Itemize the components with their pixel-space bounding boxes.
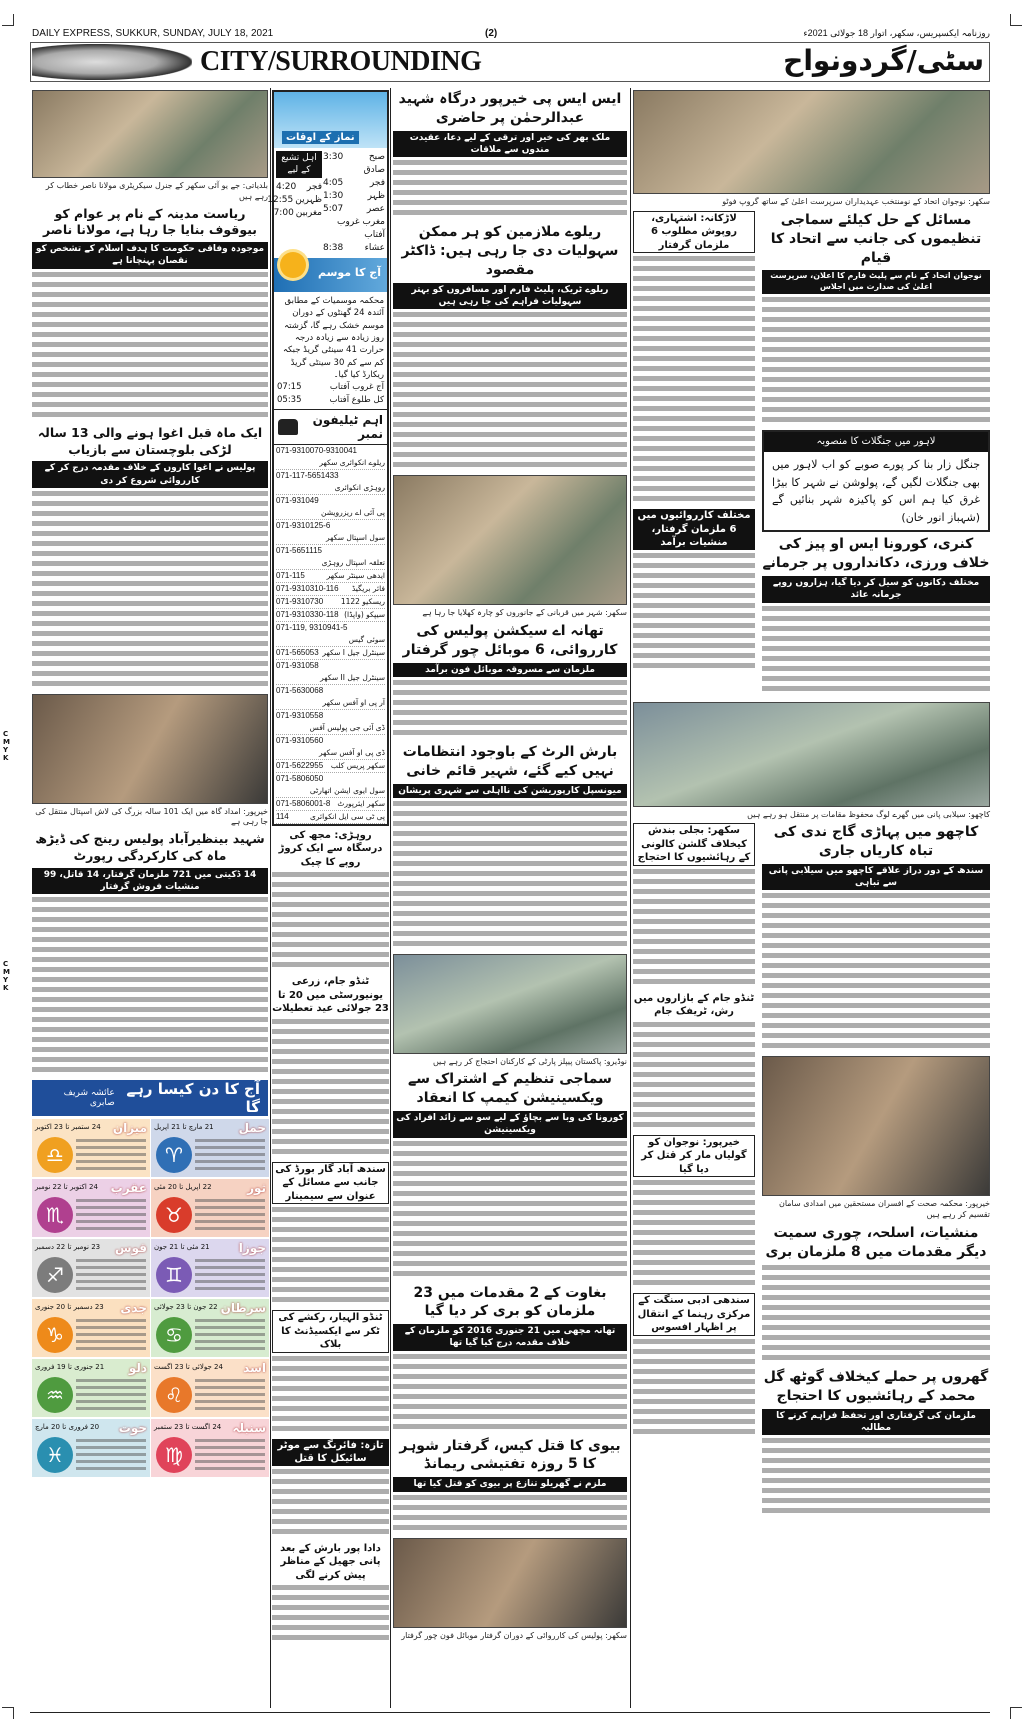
subheadline: ملزمان کی گرفتاری اور تحفظ فراہم کرنے کا مطالبہ — [762, 1409, 990, 1435]
phone-label: فائر بریگیڈ — [351, 583, 385, 593]
phone-number: 071-565053 — [276, 647, 319, 657]
subheadline: ملک بھر کی خیر اور ترقی کے لیے دعا، عقیدت مندوں سے ملاقات — [393, 131, 627, 157]
prayer-times-table — [323, 151, 385, 255]
prayer-row — [323, 242, 385, 255]
sign-text-body — [195, 1439, 265, 1473]
phone-number: 071-9310330-118 — [276, 609, 339, 619]
sign-dates: 21 مارچ تا 21 اپریل — [154, 1123, 214, 1132]
sign-text-body — [195, 1259, 265, 1293]
news-photo-distribution — [762, 1056, 990, 1196]
sign-dates: 22 جون تا 23 جولائی — [154, 1303, 218, 1312]
phone-row — [276, 520, 385, 545]
weather-forecast — [274, 292, 387, 409]
crop-mark — [1010, 14, 1022, 26]
prayer-name: مغربین — [295, 208, 322, 219]
headline: مختلف کارروائیوں میں 6 ملزمان گرفتار، منشیات برآمد — [633, 509, 755, 550]
article-body — [272, 1356, 389, 1436]
headline: خیرپور: نوجوان کو گولیاں مار کر قتل کر دیا گیا — [633, 1135, 755, 1178]
phone-label: روہڑی انکوائری — [334, 482, 385, 492]
news-photo-arrested-suspects — [393, 1538, 627, 1628]
zodiac-8-icon: ♑ — [37, 1317, 73, 1353]
shia-section — [267, 151, 322, 255]
headline: کاچھو میں پہاڑی گاج ندی کی تباہ کاریاں جاری — [773, 824, 979, 860]
phone-number: 071-9310125-6 — [276, 520, 331, 530]
poem-box — [762, 430, 990, 532]
horoscope-sign-4 — [32, 1179, 150, 1237]
phone-row — [276, 685, 385, 710]
headline: ریاست مدینہ کے نام پر عوام کو بیوقوف بنایا جا رہا ہے، مولانا ناصر — [43, 205, 257, 238]
prayer-time: 4:05 — [323, 178, 344, 188]
horoscope-sign-5 — [151, 1239, 269, 1297]
horoscope-sign-9 — [151, 1359, 269, 1417]
phone-label: ریسکیو 1122 — [340, 596, 385, 606]
phone-number: 071-5622955 — [276, 760, 324, 770]
sign-name: جدی — [120, 1301, 147, 1316]
sign-name: دلو — [128, 1361, 147, 1376]
news-photo-protest — [393, 954, 627, 1054]
prayer-row — [323, 151, 385, 177]
headline: سندھی ادبی سنگت کے مرکزی رہنما کے انتقال پر اظہار افسوس — [633, 1293, 755, 1336]
sign-text-body — [195, 1319, 265, 1353]
phone-number: 114 — [276, 811, 289, 821]
article-body — [393, 1141, 627, 1281]
column-divider — [630, 88, 631, 1708]
article-body — [272, 1019, 389, 1159]
phone-label: سیپکو (واپڈا) — [344, 609, 385, 619]
sign-dates: 23 دسمبر تا 20 جنوری — [35, 1303, 104, 1312]
sign-dates: 24 ستمبر تا 23 اکتوبر — [35, 1123, 101, 1132]
sign-text-body — [76, 1139, 146, 1173]
cmyk-marker: CMYK — [3, 730, 10, 762]
info-box — [267, 90, 389, 826]
zodiac-7-icon: ♋ — [156, 1317, 192, 1353]
sign-name: میزان — [112, 1121, 147, 1136]
phone-label: ایدھی سینٹر سکھر — [326, 570, 385, 580]
phone-row — [276, 811, 385, 824]
subheadline: 14 ڈکیتی میں 721 ملزمان گرفتار، 14 قاتل، 99 منشیات فروش گرفتار — [32, 868, 268, 894]
article-body — [633, 553, 755, 673]
sign-name: حمل — [238, 1121, 266, 1136]
subheadline: ملزم نے گھریلو تنازع پر بیوی کو قتل کیا تھا — [393, 1477, 627, 1491]
subheadline: سندھ کے دور دراز علاقے کاچھو میں سیلابی پانی سے تباہی — [762, 864, 990, 890]
section-title-urdu: سٹی/گردونواح — [783, 44, 984, 77]
subheadline: مختلف دکانوں کو سیل کر دیا گیا، ہزاروں روپے جرمانہ عائد — [762, 576, 990, 602]
photo-caption: کاچھو: سیلابی پانی میں گھرے لوگ محفوظ مقامات پر منتقل ہو رہے ہیں — [747, 809, 990, 819]
zodiac-1-icon: ♈ — [156, 1137, 192, 1173]
zodiac-11-icon: ♍ — [156, 1437, 192, 1473]
prayer-time: 8:38 — [323, 243, 344, 253]
subheadline: ملزمان سے مسروقہ موبائل فون برآمد — [393, 663, 627, 677]
phone-row — [276, 495, 385, 520]
headline: لاڑکانہ: اشتہاری، روپوش مطلوب 6 ملزمان گرفتار — [633, 211, 755, 254]
horoscope-sign-8 — [32, 1299, 150, 1357]
zodiac-10-icon: ♒ — [37, 1377, 73, 1413]
sunset-label: آج غروب آفتاب — [329, 382, 384, 393]
crop-mark — [2, 1707, 14, 1719]
article-body — [762, 606, 990, 696]
article-body — [393, 312, 627, 472]
news-photo-meeting — [32, 90, 268, 178]
express-logo — [32, 44, 192, 80]
horoscope-sign-1 — [151, 1119, 269, 1177]
headline: ٹنڈو الہیار، رکشے کی ٹکر سے ایکسیڈنٹ کا بلاک — [272, 1310, 389, 1353]
horoscope-sign-7 — [151, 1299, 269, 1357]
weather-header — [274, 258, 387, 292]
phone-number: 071-931058 — [276, 660, 319, 670]
column-d-bottom — [633, 823, 755, 1442]
prayer-times-banner — [274, 92, 387, 148]
poem-title: لاہور میں جنگلات کا منصوبہ — [764, 432, 988, 452]
prayer-time: 12:55 — [267, 195, 294, 206]
column-b — [267, 90, 389, 1648]
phone-row — [276, 583, 385, 596]
phone-row — [276, 545, 385, 570]
sign-dates: 24 جولائی تا 23 اگست — [154, 1363, 223, 1372]
sign-text-body — [76, 1319, 146, 1353]
headline: سندھ آباد گار بورڈ کی جانب سے مسائل کے عنوان سے سیمینار — [272, 1162, 389, 1205]
phone-row — [276, 798, 385, 811]
photo-caption: سکھر: نوجوان اتحاد کے نومنتخب عہدیداران سرپرست اعلیٰ کے ساتھ گروپ فوٹو — [722, 197, 990, 206]
column-c — [393, 90, 627, 1644]
page-number: (2) — [485, 28, 498, 39]
crop-mark — [1010, 1707, 1022, 1719]
article-body — [393, 1354, 627, 1434]
horoscope-sign-2 — [32, 1119, 150, 1177]
phone-label: ڈی پی او آفس سکھر — [318, 747, 385, 757]
horoscope-author: عائشہ شریف صابری — [63, 1088, 115, 1109]
phone-label: سول ایوی ایشن اتھارٹی — [309, 785, 385, 795]
headline: منشیات، اسلحہ، چوری سمیت دیگر مقدمات میں 8 ملزمان بری — [765, 1224, 987, 1260]
news-photo-rescue — [32, 694, 268, 804]
horoscope-header — [32, 1080, 268, 1116]
phone-label: آر پی او آفس سکھر — [322, 697, 385, 707]
subheadline: کورونا کی وبا سے بچاؤ کے لیے سو سے زائد افراد کی ویکسینیشن — [393, 1111, 627, 1137]
sign-dates: 24 اگست تا 23 ستمبر — [154, 1423, 222, 1432]
headline: ریلوے ملازمین کو ہر ممکن سہولیات دی جا رہی ہیں: ڈاکٹر مقصود — [401, 224, 619, 278]
column-divider — [270, 88, 271, 1708]
phone-row — [276, 773, 385, 798]
column-d-top — [633, 211, 755, 676]
article-body — [633, 1180, 755, 1290]
prayer-name: عصر — [366, 204, 385, 214]
article-body — [272, 1469, 389, 1539]
horoscope-sign-6 — [32, 1239, 150, 1297]
zodiac-6-icon: ♐ — [37, 1257, 73, 1293]
subheadline: میونسپل کارپوریشن کی نااہلی سے شہری پریشان — [393, 784, 627, 798]
prayer-name: عشاء — [364, 243, 385, 253]
column-e-top — [762, 211, 990, 699]
prayer-times-title: نماز کے اوقات — [282, 131, 359, 144]
subheadline: پولیس نے اغوا کاروں کے خلاف مقدمہ درج کر کے کارروائی شروع کر دی — [32, 461, 268, 487]
prayer-time: 3:30 — [323, 152, 344, 162]
edition-line-english: DAILY EXPRESS, SUKKUR, SUNDAY, JULY 18, 2021 — [32, 28, 274, 39]
prayer-times-block — [267, 148, 387, 258]
photo-caption: نوڈیرو: پاکستان پیپلز پارٹی کے کارکنان احتجاج کر رہے ہیں — [432, 1056, 627, 1066]
phone-label: سینٹرل جیل I سکھر — [322, 647, 385, 657]
sign-text-body — [76, 1379, 146, 1413]
shia-prayer-row — [276, 181, 322, 194]
article-body — [393, 160, 627, 220]
sunset-time: 07:15 — [277, 382, 302, 393]
subheadline: ریلوے ٹریک، پلیٹ فارم اور مسافروں کو بہتر سہولیات فراہم کی جا رہی ہیں — [393, 283, 627, 309]
right-row-1 — [633, 211, 990, 699]
zodiac-12-icon: ♓ — [37, 1437, 73, 1473]
sign-name: عقرب — [110, 1181, 147, 1196]
phone-directory — [274, 445, 387, 824]
headline: بیوی کا قتل کیس، گرفتار شوہر کا 5 روزہ تفتیشی ریمانڈ — [399, 1437, 621, 1473]
photo-caption: بلدیاتی: جے یو آئی سکھر کے جنرل سیکریٹری مولانا ناصر خطاب کر رہے ہیں — [45, 181, 268, 201]
shia-times-label: اہل تشیع کے لیے — [276, 151, 322, 178]
headline: سکھر: بجلی بندش کیخلاف گلشن کالونی کے رہائشیوں کا احتجاج — [633, 823, 755, 866]
article-body — [633, 256, 755, 506]
phone-row — [276, 760, 385, 773]
headline: روہڑی: مجھ کی درسگاہ سے ایک کروڑ روپے کا چیک — [278, 829, 383, 868]
phone-directory-title: اہم ٹیلیفون نمبر — [312, 412, 383, 441]
headline: کنری، کورونا ایس او پیز کی خلاف ورزی، دکانداروں پر جرمانے — [762, 536, 990, 572]
zodiac-2-icon: ♎ — [37, 1137, 73, 1173]
headline: بارش الرٹ کے باوجود انتظامات نہیں کیے گئے، شہیر قائم خانی — [402, 743, 618, 779]
phone-number: 071-5806050 — [276, 773, 324, 783]
phone-row — [276, 570, 385, 583]
zodiac-4-icon: ♏ — [37, 1197, 73, 1233]
sign-dates: 21 مئی تا 21 جون — [154, 1243, 210, 1252]
sign-name: اسد — [243, 1361, 266, 1376]
sunrise-time: 05:35 — [277, 394, 302, 405]
sign-name: ثور — [247, 1181, 266, 1196]
article-body — [32, 897, 268, 1077]
phone-number: 071-5806001-8 — [276, 798, 331, 808]
headline: ٹنڈو جام، زرعی یونیورسٹی میں 20 تا 23 جولائی عید تعطیلات — [272, 976, 389, 1015]
photo-caption: خیرپور: محکمہ صحت کے افسران مستحقین میں امدادی سامان تقسیم کر رہے ہیں — [778, 1199, 990, 1220]
subheadline: نوجوان اتحاد کے نام سے پلیٹ فارم کا اعلان، سرپرست اعلیٰ کی صدارت میں اجلاس — [762, 270, 990, 294]
prayer-row — [323, 203, 385, 216]
phone-row — [276, 647, 385, 660]
sign-text-body — [195, 1379, 265, 1413]
phone-label: سوئی گیس — [348, 634, 385, 644]
horoscope-sign-12 — [32, 1419, 150, 1477]
phone-label: تعلقہ اسپتال روہڑی — [321, 557, 385, 567]
phone-label: پی ٹی سی ایل انکوائری — [310, 811, 385, 821]
phone-label: ریلوے انکوائری سکھر — [319, 457, 385, 467]
subheadline: موجودہ وفاقی حکومت کا ہدف اسلام کے تشخص کو نقصان پہنچانا ہے — [32, 242, 268, 268]
horoscope-sign-10 — [32, 1359, 150, 1417]
headline: بغاوت کے 2 مقدمات میں 23 ملزمان کو بری کر دیا گیا — [413, 1284, 607, 1320]
article-body — [633, 1022, 755, 1132]
horoscope-title: آج کا دن کیسا رہے گا — [126, 1080, 260, 1117]
sign-text-body — [195, 1199, 265, 1233]
telephone-icon — [278, 419, 298, 435]
article-body — [762, 1438, 990, 1518]
phone-number: 071-9310310-116 — [276, 583, 339, 593]
weather-sun-cloud-icon — [280, 252, 306, 278]
phone-number: 071-931049 — [276, 495, 319, 505]
zodiac-3-icon: ♉ — [156, 1197, 192, 1233]
phone-label: سینٹرل جیل II سکھر — [320, 672, 385, 682]
headline: ٹنڈو جام کے بازاروں میں رش، ٹریفک جام — [633, 992, 755, 1018]
headline: مسائل کے حل کیلئے سماجی تنظیموں کی جانب سے اتحاد کا قیام — [770, 211, 982, 266]
phone-directory-header — [274, 409, 387, 445]
sign-text-body — [76, 1199, 146, 1233]
phone-label: سول اسپتال سکھر — [325, 532, 385, 542]
phone-label: پی آئی اے ریزرویشن — [321, 507, 385, 517]
photo-caption: سکھر: شہر میں قربانی کے جانوروں کو چارہ کھلایا جا رہا ہے — [422, 608, 627, 618]
sign-text-body — [195, 1139, 265, 1173]
prayer-name: فجر — [306, 182, 322, 193]
headline: تھانہ اے سیکشن پولیس کی کارروائی، 6 موبائل چور گرفتار — [402, 622, 618, 658]
article-body — [393, 801, 627, 951]
phone-row — [276, 622, 385, 647]
sign-name: جوزا — [238, 1241, 266, 1256]
crop-mark — [2, 14, 14, 26]
phone-label: سکھر ایئرپورٹ — [337, 798, 385, 808]
article-body — [32, 272, 268, 422]
sign-text-body — [76, 1439, 146, 1473]
prayer-time: 5:07 — [323, 204, 344, 214]
subheadline: تھانہ مچھی میں 21 جنوری 2016 کو ملزمان کے خلاف مقدمہ درج کیا گیا تھا — [393, 1324, 627, 1350]
phone-row — [276, 609, 385, 622]
zodiac-5-icon: ♊ — [156, 1257, 192, 1293]
phone-number: 071-119, 9310941-5 — [276, 622, 348, 632]
shia-prayer-row — [267, 194, 322, 207]
article-body — [762, 297, 990, 427]
article-body — [272, 872, 389, 972]
phone-row — [276, 445, 385, 470]
prayer-name: صبح صادق — [363, 152, 385, 175]
article-body — [762, 893, 990, 1053]
news-photo-flood — [633, 702, 990, 807]
headline: سماجی تنظیم کے اشتراک سے ویکسینیشن کیمپ کا انعقاد — [408, 1071, 612, 1107]
column-e-bottom — [762, 823, 990, 1521]
sign-dates: 22 اپریل تا 20 مئی — [154, 1183, 212, 1192]
sign-dates: 20 فروری تا 20 مارچ — [35, 1423, 100, 1432]
prayer-row — [323, 216, 385, 242]
photo-caption: سکھر: پولیس کی کارروائی کے دوران گرفتار موبائل فون چور گرفتار — [401, 1630, 627, 1640]
sign-dates: 24 اکتوبر تا 22 نومبر — [35, 1183, 98, 1192]
headline: گھروں پر حملے کیخلاف گوٹھ گل محمد کے رہائشیوں کا احتجاج — [763, 1368, 989, 1404]
shia-prayer-times — [267, 181, 322, 220]
article-body — [633, 1339, 755, 1439]
sign-name: سرطان — [220, 1301, 266, 1316]
shia-prayer-row — [273, 207, 322, 220]
prayer-time: 7:00 — [273, 208, 294, 219]
phone-row — [276, 660, 385, 685]
phone-number: 071-9310560 — [276, 735, 324, 745]
sign-dates: 21 جنوری تا 19 فروری — [35, 1363, 105, 1372]
headline: تازہ: فائرنگ سے موٹر سائیکل کا قتل — [272, 1439, 389, 1466]
news-photo-group — [633, 90, 990, 194]
right-block — [633, 90, 990, 1524]
article-body — [633, 869, 755, 989]
article-body — [272, 1207, 389, 1307]
cmyk-marker: CMYK — [3, 960, 10, 992]
page-bottom-rule — [30, 1712, 990, 1713]
horoscope-grid — [32, 1119, 268, 1481]
prayer-name: مغرب غروب آفتاب — [337, 217, 385, 240]
phone-row — [276, 710, 385, 735]
prayer-name: ظہر — [367, 191, 385, 201]
phone-number: 071-9310730 — [276, 596, 324, 606]
prayer-name: فجر — [369, 178, 385, 188]
photo-caption: خیرپور: امداد گاہ میں ایک 101 سالہ بزرگ کی لاش اسپتال منتقل کی جا رہی ہے — [35, 806, 268, 827]
headline: ایس ایس پی خیرپور درگاہ شہید عبدالرحمٰن پر حاضری — [398, 91, 622, 126]
prayer-name: ظہرین — [295, 195, 322, 206]
article-body — [762, 1265, 990, 1365]
phone-label: سکھر پریس کلب — [330, 760, 385, 770]
article-body — [272, 1585, 389, 1645]
prayer-row — [323, 177, 385, 190]
prayer-row — [323, 190, 385, 203]
weather-text: محکمہ موسمیات کے مطابق آئندہ 24 گھنٹوں کے دوران موسم خشک رہے گا، گزشتہ روز زیادہ سے زیادہ درجہ حرارت 41 سینٹی گریڈ جبکہ کم سے کم 30 سینٹی گریڈ ریکارڈ کیا گیا۔ — [282, 296, 384, 380]
headline: شہید بینظیرآباد پولیس رینج کی ڈیڑھ ماہ کی کارکردگی رپورٹ — [35, 831, 265, 864]
sign-text-body — [76, 1259, 146, 1293]
article-body — [32, 491, 268, 691]
poem-text: جنگل زار بنا کر پورے صوبے کو اب لاہور میں بھی جنگلات لگیں گے، پولوشن نے شہر کا بیڑا غرق کیا ہم اس کو پاکیزہ شہر بنائیں گے (شہباز انور خان) — [772, 458, 980, 524]
column-divider — [390, 88, 391, 1708]
article-body — [393, 1495, 627, 1535]
phone-row — [276, 470, 385, 495]
phone-number: 071-9310070-9310041 — [276, 445, 357, 455]
phone-number: 071-117-5651433 — [276, 470, 339, 480]
horoscope-sign-11 — [151, 1419, 269, 1477]
prayer-time: 1:30 — [323, 191, 344, 201]
phone-label: ڈی آئی جی پولیس آفس — [309, 722, 385, 732]
sign-name: حوت — [118, 1421, 147, 1436]
headline: دادا پور بارش کے بعد پانی جھیل کے مناظر پیش کرنے لگی — [280, 1542, 381, 1581]
edition-line-urdu: روزنامہ ایکسپریس، سکھر، اتوار 18 جولائی 2021ء — [803, 28, 990, 38]
sign-name: سنبلہ — [232, 1421, 266, 1436]
headline: ایک ماہ قبل اغوا ہونے والی 13 سالہ لڑکی بلوچستان سے بازیاب — [37, 424, 263, 457]
article-body — [393, 680, 627, 740]
phone-row — [276, 735, 385, 760]
phone-number: 071-115 — [276, 570, 305, 580]
column-a — [32, 90, 268, 1484]
zodiac-9-icon: ♌ — [156, 1377, 192, 1413]
news-photo-cattle — [393, 475, 627, 605]
right-row-2 — [633, 823, 990, 1521]
sign-name: قوس — [115, 1241, 147, 1256]
phone-number: 071-5630068 — [276, 685, 324, 695]
phone-row — [276, 596, 385, 609]
phone-number: 071-9310558 — [276, 710, 324, 720]
section-title-english: CITY/SURROUNDING — [200, 46, 482, 77]
sign-dates: 23 نومبر تا 22 دسمبر — [35, 1243, 101, 1252]
prayer-time: 4:20 — [276, 182, 297, 193]
phone-number: 071-5651115 — [276, 545, 322, 555]
horoscope-sign-3 — [151, 1179, 269, 1237]
sunrise-label: کل طلوع آفتاب — [329, 394, 384, 405]
weather-banner: آج کا موسم — [274, 258, 387, 292]
